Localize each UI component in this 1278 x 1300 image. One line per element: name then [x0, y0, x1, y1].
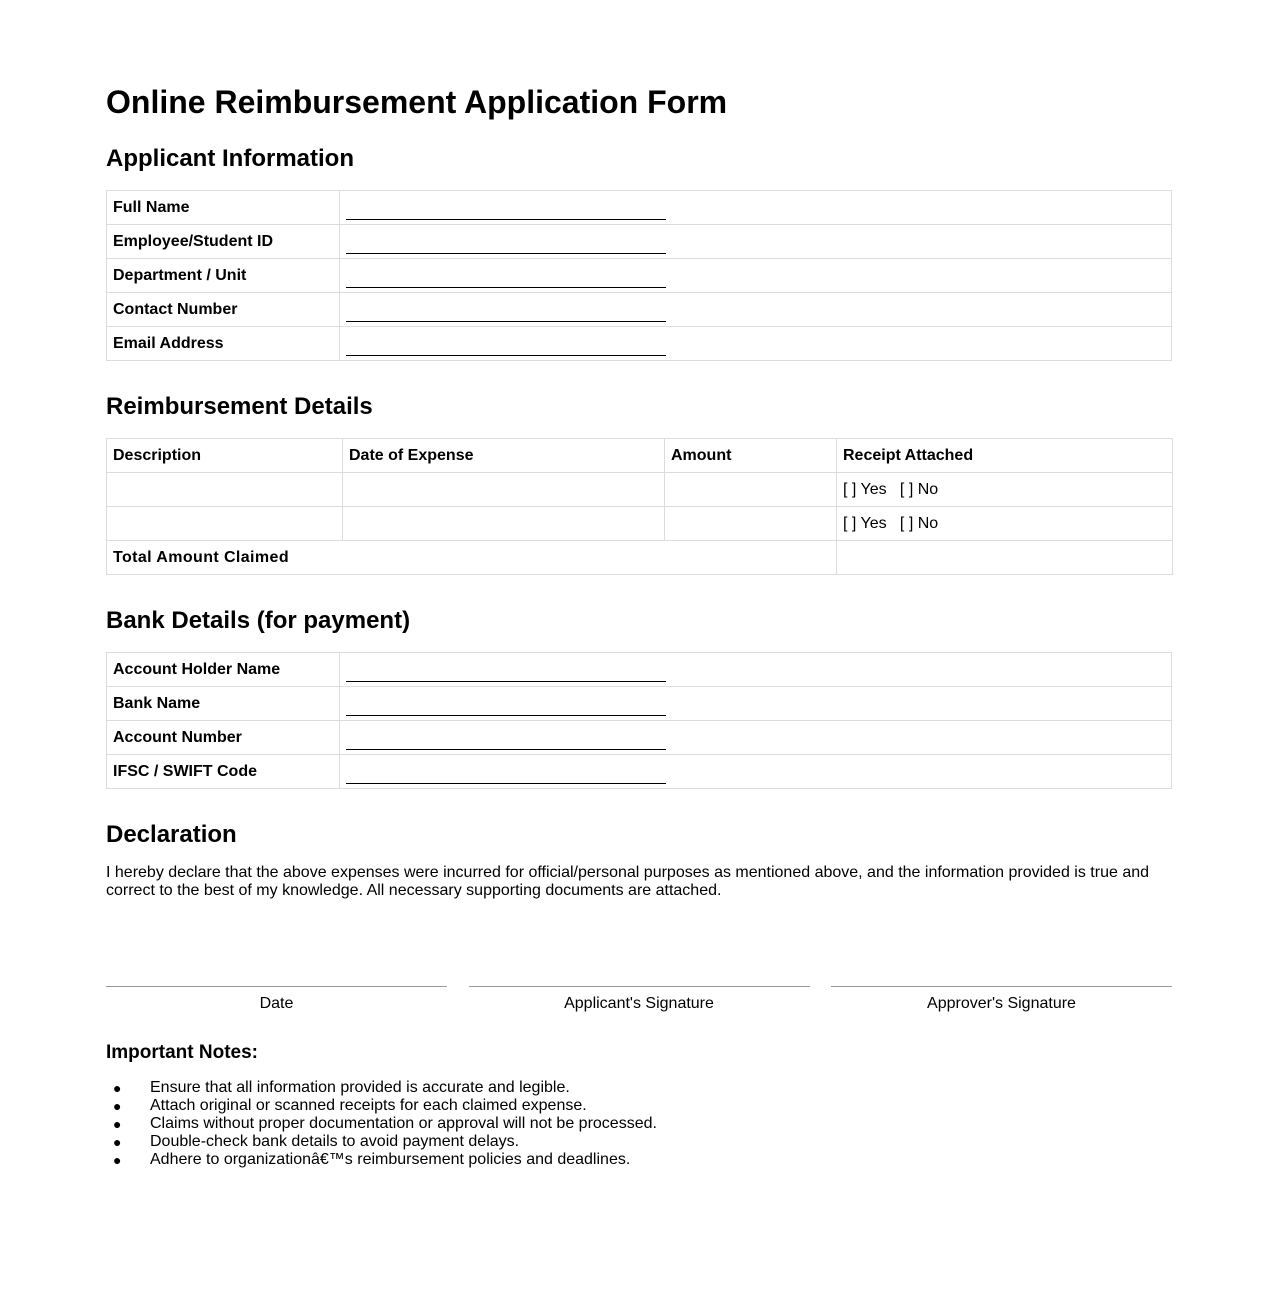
contact-number-field[interactable] — [346, 305, 666, 322]
applicant-section-heading: Applicant Information — [106, 145, 354, 172]
list-item — [113, 1079, 1172, 1097]
signature-label: Applicant's Signature — [564, 995, 714, 1012]
list-item — [113, 1133, 1172, 1151]
field-value-cell — [340, 225, 1172, 259]
field-label: Account Number — [107, 721, 340, 755]
signature-block-applicant — [469, 986, 810, 1013]
table-row — [107, 687, 1172, 721]
field-value-cell — [340, 327, 1172, 361]
table-row — [107, 507, 1173, 541]
amount-cell[interactable] — [665, 507, 837, 541]
bullet-icon: ● — [113, 1098, 122, 1114]
signature-label: Date — [259, 995, 294, 1012]
note-text: Claims without proper documentation or approval will not be processed. — [150, 1115, 657, 1132]
declaration-heading: Declaration — [106, 821, 237, 848]
field-label: Employee/Student ID — [107, 225, 340, 259]
receipt-checkbox-cell[interactable]: [ ] Yes [ ] No — [837, 473, 1173, 507]
table-row — [107, 191, 1172, 225]
email-field[interactable] — [346, 339, 666, 356]
notes-list — [106, 1079, 1172, 1169]
account-number-field[interactable] — [346, 733, 666, 750]
signature-line[interactable] — [469, 986, 810, 987]
field-label: Department / Unit — [107, 259, 340, 293]
list-item — [113, 1151, 1172, 1169]
swift-code-field[interactable] — [346, 767, 666, 784]
reimbursement-section-heading: Reimbursement Details — [106, 393, 373, 420]
list-item — [113, 1115, 1172, 1133]
table-row — [107, 225, 1172, 259]
field-label: Email Address — [107, 327, 340, 361]
full-name-field[interactable] — [346, 203, 666, 220]
field-value-cell — [340, 687, 1172, 721]
description-cell[interactable] — [107, 473, 343, 507]
signature-label: Approver's Signature — [927, 995, 1076, 1012]
employee-id-field[interactable] — [346, 237, 666, 254]
field-value-cell — [340, 755, 1172, 789]
signature-line[interactable] — [106, 986, 447, 987]
bullet-icon: ● — [113, 1080, 122, 1096]
applicant-table — [106, 190, 1172, 361]
table-row — [107, 721, 1172, 755]
field-label: IFSC / SWIFT Code — [107, 755, 340, 789]
note-text: Adhere to organizationâ€™s reimbursement policies and deadlines. — [150, 1151, 631, 1168]
department-field[interactable] — [346, 271, 666, 288]
field-value-cell — [340, 259, 1172, 293]
signature-block-approver — [831, 986, 1172, 1013]
column-header: Description — [107, 439, 343, 473]
field-value-cell — [340, 293, 1172, 327]
field-value-cell — [340, 653, 1172, 687]
field-value-cell — [340, 721, 1172, 755]
description-cell[interactable] — [107, 507, 343, 541]
column-header: Date of Expense — [343, 439, 665, 473]
signature-block-date — [106, 986, 447, 1013]
table-row — [107, 259, 1172, 293]
bullet-icon: ● — [113, 1152, 122, 1168]
list-item — [113, 1097, 1172, 1115]
table-row — [107, 327, 1172, 361]
notes-heading: Important Notes: — [106, 1042, 258, 1063]
reimbursement-table — [106, 438, 1173, 575]
page-title: Online Reimbursement Application Form — [106, 84, 728, 120]
note-text: Attach original or scanned receipts for each claimed expense. — [150, 1097, 587, 1114]
table-row — [107, 653, 1172, 687]
date-cell[interactable] — [343, 473, 665, 507]
note-text: Ensure that all information provided is accurate and legible. — [150, 1079, 570, 1096]
account-holder-field[interactable] — [346, 665, 666, 682]
total-value-cell[interactable] — [837, 541, 1173, 575]
bank-section-heading: Bank Details (for payment) — [106, 607, 411, 634]
form-page — [106, 0, 1172, 1169]
bank-name-field[interactable] — [346, 699, 666, 716]
column-header: Receipt Attached — [837, 439, 1173, 473]
field-label: Bank Name — [107, 687, 340, 721]
column-header: Amount — [665, 439, 837, 473]
amount-cell[interactable] — [665, 473, 837, 507]
bank-table — [106, 652, 1172, 789]
total-label: Total Amount Claimed — [107, 541, 837, 575]
declaration-text: I hereby declare that the above expenses were incurred for official/personal purposes as mentioned above, and the information provided is true and correct to the best of my knowledge. All necessary supporting documents are attached. — [106, 864, 1150, 899]
table-row — [107, 755, 1172, 789]
bullet-icon: ● — [113, 1116, 122, 1132]
signature-line[interactable] — [831, 986, 1172, 987]
field-value-cell — [340, 191, 1172, 225]
field-label: Account Holder Name — [107, 653, 340, 687]
date-cell[interactable] — [343, 507, 665, 541]
signature-row — [106, 986, 1172, 1013]
receipt-checkbox-cell[interactable]: [ ] Yes [ ] No — [837, 507, 1173, 541]
field-label: Contact Number — [107, 293, 340, 327]
table-row — [107, 473, 1173, 507]
table-row — [107, 293, 1172, 327]
note-text: Double-check bank details to avoid payment delays. — [150, 1133, 520, 1150]
total-row — [107, 541, 1173, 575]
table-header-row — [107, 439, 1173, 473]
field-label: Full Name — [107, 191, 340, 225]
bullet-icon: ● — [113, 1134, 122, 1150]
